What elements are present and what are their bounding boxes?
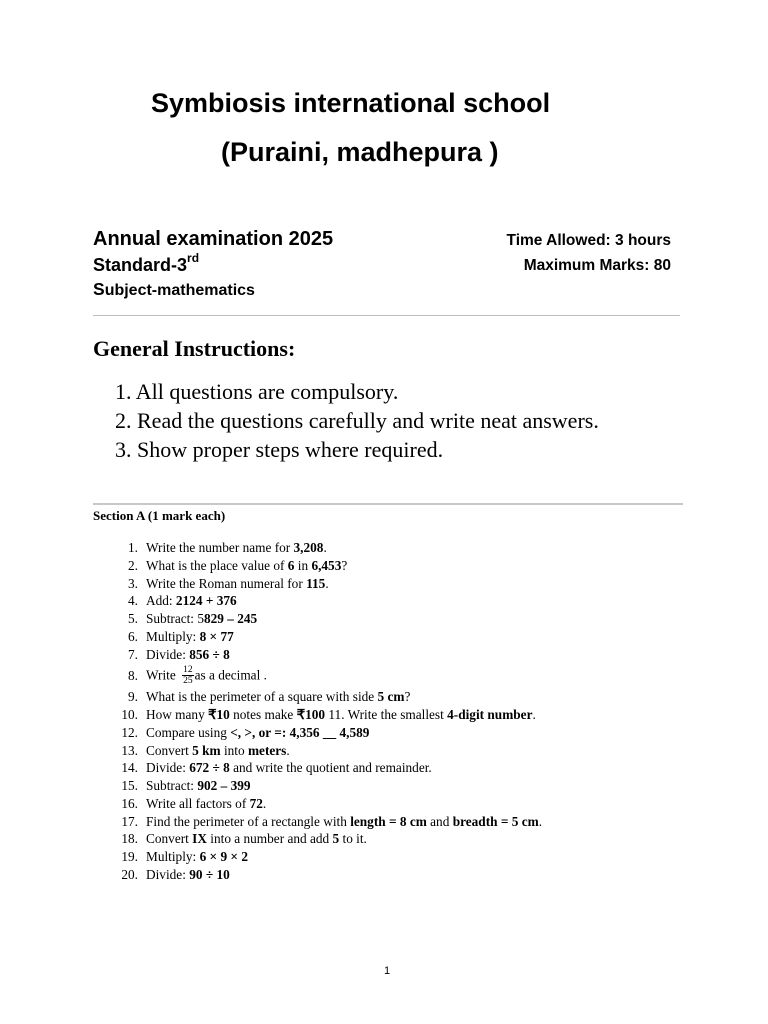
instruction-item: 2. Read the questions carefully and write neat answers. — [115, 408, 599, 433]
question-text-part: Subtract: 5 — [146, 611, 204, 626]
section-divider — [93, 503, 683, 505]
question-text-part: What is the perimeter of a square with side — [146, 689, 378, 705]
question-emphasis: breadth = 5 cm — [452, 813, 539, 829]
question-text-part: Divide: — [146, 646, 190, 662]
question-emphasis: IX — [192, 831, 207, 847]
question-emphasis: ₹100 — [296, 707, 326, 722]
question-text — [146, 866, 230, 884]
question-emphasis: 6 × 9 × 2 — [199, 849, 248, 864]
question-item — [107, 592, 542, 610]
question-item — [107, 777, 542, 795]
maximum-marks: Maximum Marks: 80 — [523, 257, 671, 274]
instructions-list — [115, 377, 599, 464]
question-text — [146, 646, 230, 664]
question-item — [107, 759, 542, 777]
instruction-item: 1. All questions are compulsory. — [115, 379, 399, 404]
question-text-part: Add: — [146, 593, 176, 609]
question-text — [146, 706, 536, 724]
section-a-heading: Section A (1 mark each) — [93, 508, 226, 523]
subject-label — [93, 279, 255, 300]
subject-initial: S — [93, 279, 105, 299]
question-emphasis: 829 – 245 — [203, 611, 258, 626]
question-text-part: into — [220, 742, 248, 758]
question-item — [107, 830, 542, 848]
question-text — [146, 628, 234, 646]
question-text-part: Write the Roman numeral for — [146, 575, 307, 591]
question-text-part: ? — [341, 557, 348, 573]
question-number: 16. — [121, 795, 138, 811]
question-number: 13. — [121, 742, 138, 758]
question-text — [146, 610, 257, 628]
question-number: 5. — [128, 611, 138, 626]
question-number: 14. — [121, 760, 138, 776]
question-emphasis: 3,208 — [293, 540, 324, 555]
question-text-part: and — [426, 813, 453, 829]
question-number: 2. — [128, 557, 138, 573]
question-text — [146, 777, 251, 795]
question-item — [107, 610, 542, 628]
question-number: 1. — [128, 540, 138, 555]
question-text-part: into a number and add — [206, 831, 333, 847]
divider — [93, 315, 680, 316]
question-item — [107, 813, 542, 831]
question-text-part: to it. — [339, 831, 367, 847]
question-text-part: in — [294, 557, 312, 573]
standard-label — [93, 251, 200, 276]
question-text-part: Multiply: — [146, 628, 200, 644]
question-emphasis: 6,453 — [311, 557, 342, 573]
question-text-part: notes make — [229, 707, 297, 722]
time-allowed: Time Allowed: 3 hours — [506, 232, 671, 249]
question-list — [107, 539, 542, 884]
question-text-part: Divide: — [146, 866, 190, 882]
question-number: 10. — [121, 707, 138, 722]
question-item — [107, 557, 542, 575]
question-text — [146, 724, 369, 742]
question-text — [146, 813, 542, 831]
fraction-denominator: 25 — [183, 675, 193, 686]
question-emphasis: 5 — [332, 831, 340, 847]
question-text — [146, 759, 432, 777]
question-emphasis: 5 cm — [377, 689, 405, 705]
question-item — [107, 866, 542, 884]
question-emphasis: 856 ÷ 8 — [189, 646, 230, 662]
instruction-item: 3. Show proper steps where required. — [115, 437, 444, 462]
question-text-part: . — [262, 795, 267, 811]
question-text-part: What is the place value of — [146, 557, 288, 573]
question-text — [146, 557, 347, 575]
page-number: 1 — [384, 965, 391, 977]
question-text — [146, 830, 367, 848]
question-emphasis: 672 ÷ 8 — [189, 760, 230, 776]
fraction — [182, 665, 194, 686]
question-text-part: and write the quotient and remainder. — [229, 760, 432, 776]
instructions-title: General Instructions: — [93, 336, 296, 361]
question-text-part: Multiply: — [146, 849, 200, 864]
question-text-part: Write the number name for — [146, 540, 294, 555]
question-emphasis: ₹10 — [208, 707, 230, 722]
fraction-numerator: 12 — [183, 664, 193, 675]
question-text-part: . — [325, 575, 329, 591]
question-emphasis: 2124 + 376 — [175, 593, 237, 609]
question-emphasis: 115 — [306, 575, 326, 591]
question-text-part: . — [286, 742, 290, 758]
question-text-part: Subtract: — [146, 778, 198, 793]
question-item — [107, 742, 542, 760]
question-text — [146, 742, 290, 760]
school-name: Symbiosis international school — [151, 88, 551, 118]
exam-title: Annual examination 2025 — [93, 228, 334, 250]
question-item — [107, 724, 542, 742]
question-number: 8. — [128, 668, 138, 684]
question-text-part: . — [538, 813, 543, 829]
question-emphasis: meters — [247, 742, 287, 758]
question-item — [107, 706, 542, 724]
question-text — [146, 795, 266, 813]
question-emphasis: 90 ÷ 10 — [189, 866, 230, 882]
question-text-part: ? — [404, 689, 411, 705]
question-number: 17. — [121, 813, 138, 829]
school-location: (Puraini, madhepura ) — [221, 137, 499, 167]
question-emphasis: length = 8 cm — [350, 813, 427, 829]
question-item — [107, 539, 542, 557]
question-text-part: Convert — [146, 831, 193, 847]
question-item — [107, 795, 542, 813]
subject-text: ubject-mathematics — [104, 282, 255, 299]
question-emphasis: 72 — [249, 795, 263, 811]
question-number: 12. — [121, 724, 138, 740]
question-text — [146, 575, 329, 593]
question-text-part: How many — [146, 707, 209, 722]
question-number: 6. — [128, 628, 138, 644]
question-number: 15. — [121, 778, 138, 793]
standard-suffix: rd — [187, 251, 200, 265]
question-number: 18. — [121, 831, 138, 847]
question-number: 9. — [128, 689, 138, 705]
question-text-part: Write all factors of — [146, 795, 250, 811]
question-text-part: as a decimal . — [194, 667, 267, 683]
question-text — [146, 592, 237, 610]
question-item — [107, 628, 542, 646]
question-text-part: Write — [146, 667, 180, 683]
question-number: 19. — [121, 849, 138, 864]
question-emphasis: 8 × 77 — [199, 628, 234, 644]
question-text — [146, 666, 267, 687]
question-emphasis: 6 — [287, 557, 295, 573]
question-item — [107, 646, 542, 664]
question-number: 3. — [128, 575, 138, 591]
question-emphasis: 902 – 399 — [197, 778, 251, 793]
standard-text: Standard-3 — [93, 255, 188, 275]
question-text-part: 11. Write the smallest — [325, 707, 448, 722]
question-text-part: Find the perimeter of a rectangle with — [146, 813, 351, 829]
question-item — [107, 664, 542, 686]
question-text-part: . — [532, 707, 536, 722]
question-text-part: . — [323, 540, 327, 555]
question-text — [146, 539, 327, 557]
question-item — [107, 848, 542, 866]
question-text — [146, 848, 248, 866]
question-text-part: Compare using — [146, 724, 231, 740]
question-number: 20. — [121, 866, 138, 882]
question-emphasis: <, >, or =: 4,356 __ 4,589 — [230, 724, 370, 740]
question-item — [107, 575, 542, 593]
question-emphasis: 5 km — [192, 742, 221, 758]
question-number: 4. — [128, 593, 138, 609]
question-number: 7. — [128, 646, 138, 662]
question-item — [107, 688, 542, 706]
question-text-part: Convert — [146, 742, 193, 758]
question-text — [146, 688, 410, 706]
question-emphasis: 4-digit number — [447, 707, 533, 722]
question-text-part: Divide: — [146, 760, 190, 776]
